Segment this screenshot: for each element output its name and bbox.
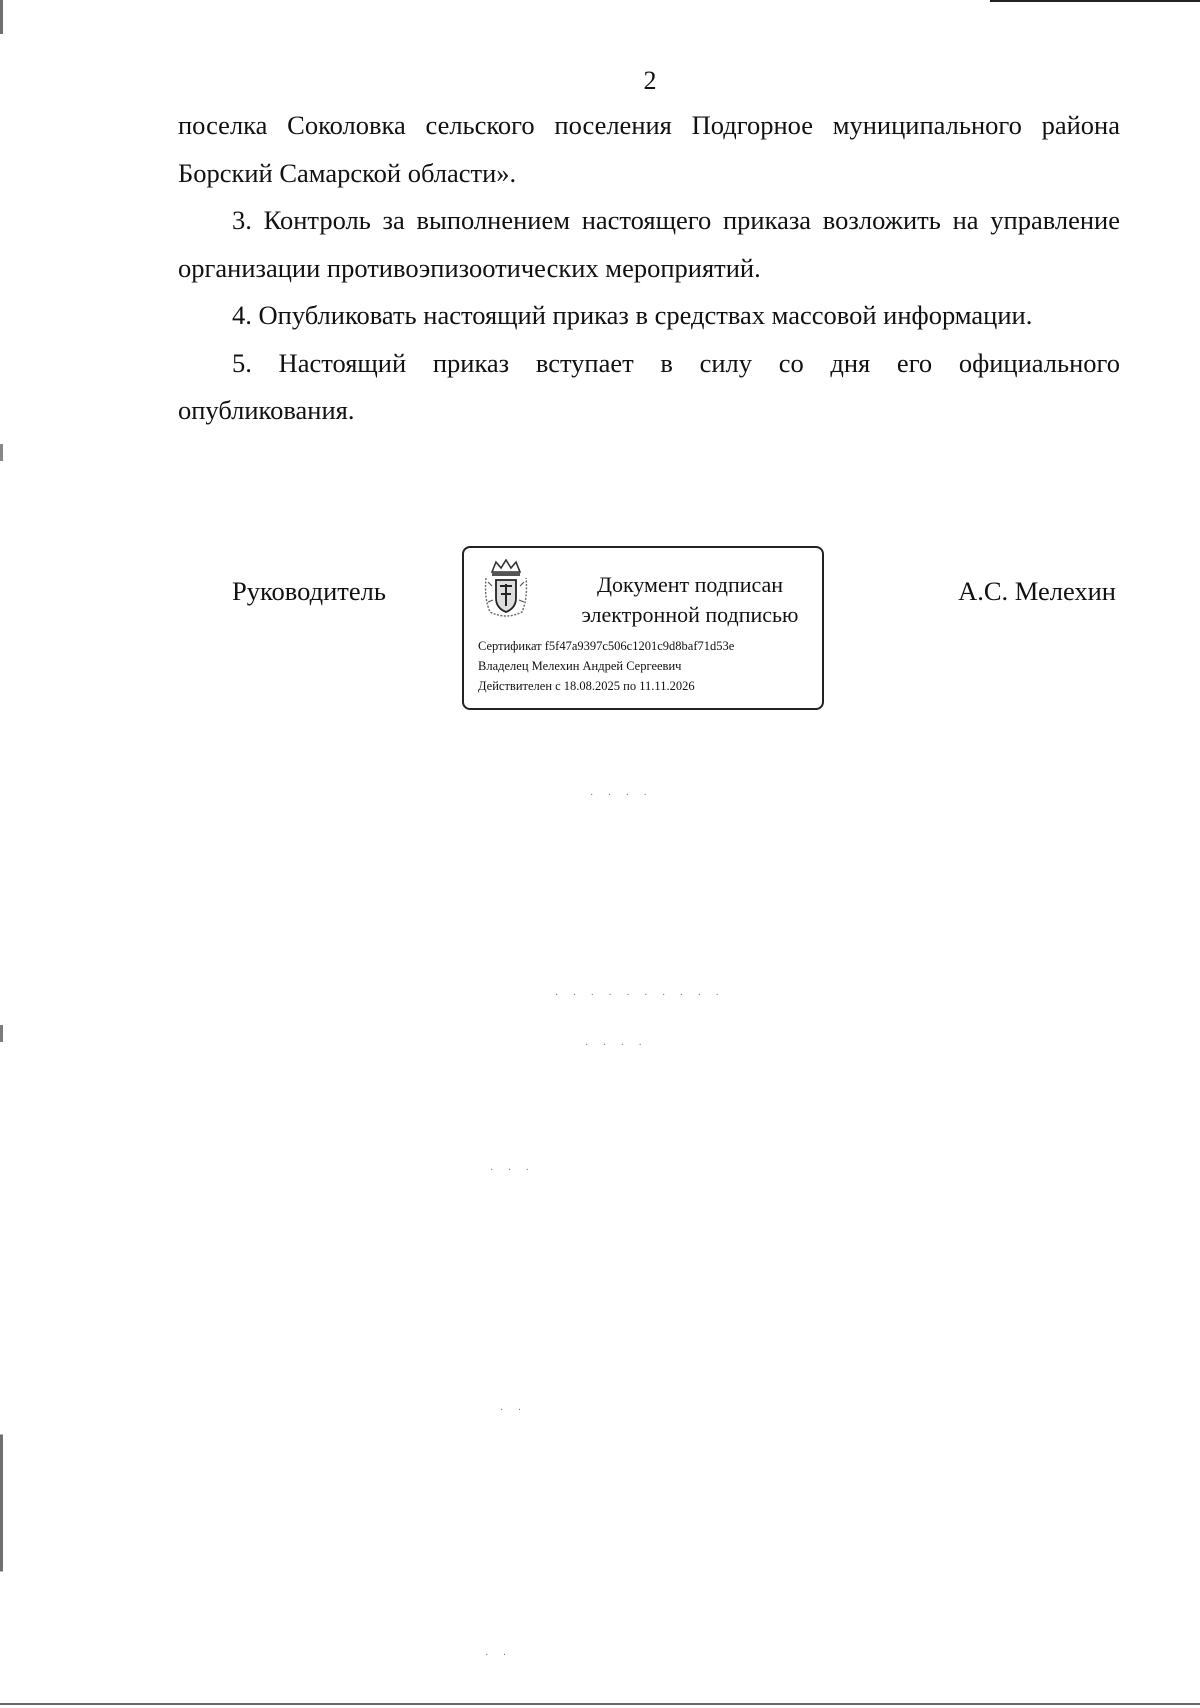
signer-name: А.С. Мелехин xyxy=(958,576,1116,606)
scan-edge-top xyxy=(990,0,1200,2)
signer-position: Руководитель xyxy=(232,576,386,606)
scan-speck: · · xyxy=(485,1650,513,1661)
paragraph-item-4: 4. Опубликовать настоящий приказ в средствах массовой информации. xyxy=(232,300,1033,330)
stamp-title-line-2: электронной подписью xyxy=(581,602,799,627)
document-body xyxy=(178,102,1120,435)
stamp-details xyxy=(478,636,734,696)
electronic-signature-stamp xyxy=(462,546,824,710)
paragraph-item-5: 5. Настоящий приказ вступает в силу со дня его официального опубликования. xyxy=(178,347,1120,425)
samara-coat-of-arms-icon xyxy=(482,558,530,620)
page-number: 2 xyxy=(643,66,657,95)
scan-speck: · · xyxy=(500,1405,528,1416)
scan-speck: · · · · · · · · · · xyxy=(555,990,725,1001)
stamp-certificate: Сертификат f5f47a9397c506c1201c9d8baf71d53e xyxy=(478,639,735,653)
scan-edge-bottom xyxy=(0,1703,1200,1705)
stamp-validity: Действителен с 18.08.2025 по 11.11.2026 xyxy=(478,679,695,693)
scan-edge-left xyxy=(0,0,3,1708)
scan-speck: · · · · xyxy=(590,790,653,801)
scan-speck: · · · xyxy=(490,1165,535,1176)
scan-speck: · · · · xyxy=(585,1040,648,1051)
stamp-owner: Владелец Мелехин Андрей Сергеевич xyxy=(478,659,682,673)
paragraph-item-3: 3. Контроль за выполнением настоящего приказа возложить на управление организации противоэпизоотических мероприятий. xyxy=(178,205,1120,283)
stamp-title xyxy=(560,570,820,630)
paragraph-continuation: поселка Соколовка сельского поселения Подгорное муниципального района Борский Самарской области». xyxy=(178,110,1120,188)
signature-block xyxy=(0,546,1200,716)
stamp-title-line-1: Документ подписан xyxy=(596,572,784,597)
